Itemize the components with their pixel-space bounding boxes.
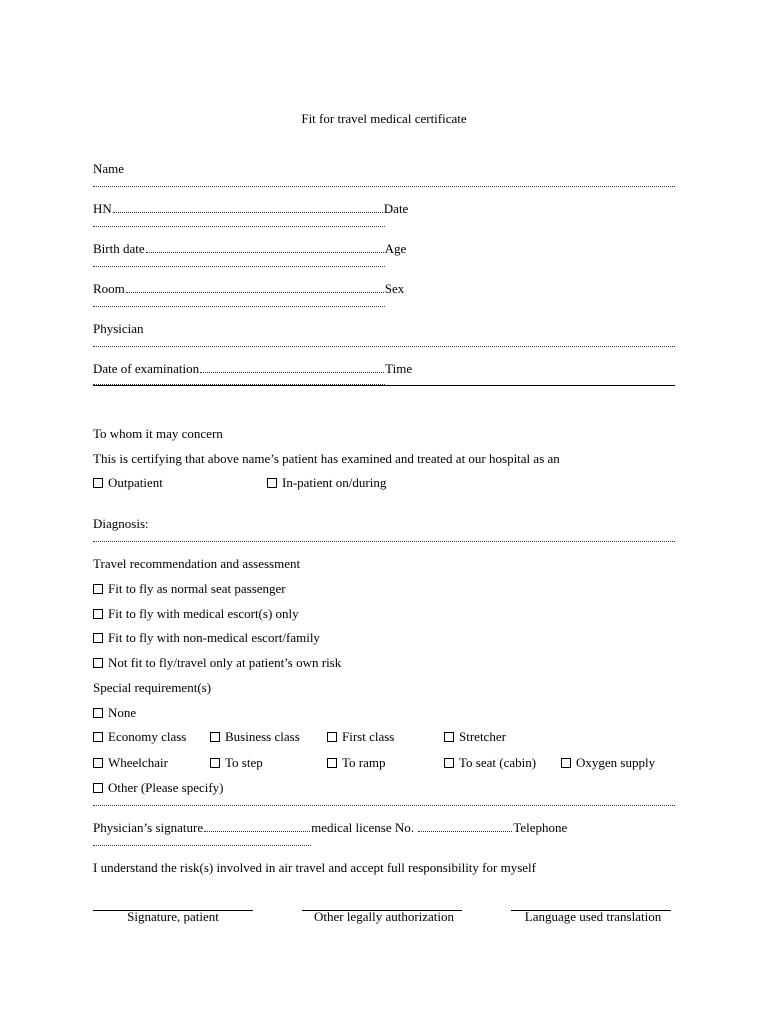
checkbox-icon bbox=[93, 658, 103, 668]
birth-date-field[interactable] bbox=[146, 251, 384, 253]
travel-heading: Travel recommendation and assessment bbox=[93, 556, 301, 571]
translation-signature-label: Language used translation bbox=[524, 909, 662, 924]
physician-field[interactable] bbox=[93, 344, 675, 347]
telephone-field[interactable] bbox=[93, 843, 311, 846]
fit-nonmedical-escort-label: Fit to fly with non-medical escort/family bbox=[108, 630, 320, 645]
business-class-label: Business class bbox=[225, 729, 300, 744]
fit-medical-escort-checkbox[interactable] bbox=[93, 606, 299, 622]
room-label: Room bbox=[93, 281, 125, 296]
certifying-text: This is certifying that above name’s patient has examined and treated at our hospital as an bbox=[93, 451, 560, 466]
date-of-examination-label: Date of examination bbox=[93, 361, 200, 376]
birth-date-row bbox=[93, 241, 406, 257]
sex-label: Sex bbox=[384, 281, 405, 296]
business-class-checkbox[interactable] bbox=[210, 729, 300, 745]
to-step-label: To step bbox=[225, 755, 263, 770]
checkbox-icon bbox=[210, 758, 220, 768]
economy-class-label: Economy class bbox=[108, 729, 187, 744]
fit-normal-seat-label: Fit to fly as normal seat passenger bbox=[108, 581, 286, 596]
authorization-signature-label: Other legally authorization bbox=[313, 909, 455, 924]
none-label: None bbox=[108, 705, 137, 720]
oxygen-supply-checkbox[interactable] bbox=[561, 755, 655, 771]
date-of-examination-field[interactable] bbox=[200, 371, 384, 373]
outpatient-label: Outpatient bbox=[108, 475, 163, 490]
none-checkbox[interactable] bbox=[93, 705, 136, 721]
checkbox-icon bbox=[93, 708, 103, 718]
header-divider bbox=[93, 385, 675, 386]
checkbox-icon bbox=[93, 584, 103, 594]
medical-license-field[interactable] bbox=[418, 830, 512, 832]
other-specify-field[interactable] bbox=[93, 803, 675, 806]
physician-label: Physician bbox=[93, 321, 144, 336]
room-row bbox=[93, 281, 404, 297]
diagnosis-label: Diagnosis: bbox=[93, 516, 149, 531]
checkbox-icon bbox=[327, 758, 337, 768]
diagnosis-field[interactable] bbox=[93, 539, 675, 542]
examination-row bbox=[93, 361, 412, 377]
hn-field[interactable] bbox=[113, 211, 383, 213]
patient-signature-label: Signature, patient bbox=[127, 909, 219, 924]
checkbox-icon bbox=[93, 783, 103, 793]
date-field[interactable] bbox=[93, 224, 385, 227]
name-label: Name bbox=[93, 161, 125, 176]
stretcher-label: Stretcher bbox=[459, 729, 506, 744]
checkbox-icon bbox=[327, 732, 337, 742]
checkbox-icon bbox=[267, 478, 277, 488]
special-heading: Special requirement(s) bbox=[93, 680, 212, 695]
to-step-checkbox[interactable] bbox=[210, 755, 263, 771]
medical-license-label: medical license No. bbox=[311, 820, 415, 835]
salutation: To whom it may concern bbox=[93, 426, 223, 441]
checkbox-icon bbox=[444, 732, 454, 742]
consent-text: I understand the risk(s) involved in air travel and accept full responsibility for myself bbox=[93, 860, 536, 875]
name-field[interactable] bbox=[93, 184, 675, 187]
to-ramp-checkbox[interactable] bbox=[327, 755, 386, 771]
age-label: Age bbox=[384, 241, 407, 256]
checkbox-icon bbox=[210, 732, 220, 742]
wheelchair-checkbox[interactable] bbox=[93, 755, 168, 771]
checkbox-icon bbox=[93, 633, 103, 643]
fit-nonmedical-escort-checkbox[interactable] bbox=[93, 630, 320, 646]
to-seat-checkbox[interactable] bbox=[444, 755, 536, 771]
to-ramp-label: To ramp bbox=[342, 755, 386, 770]
hn-row bbox=[93, 201, 408, 217]
stretcher-checkbox[interactable] bbox=[444, 729, 506, 745]
economy-class-checkbox[interactable] bbox=[93, 729, 186, 745]
fit-normal-seat-checkbox[interactable] bbox=[93, 581, 286, 597]
physician-signature-label: Physician’s signature bbox=[93, 820, 204, 835]
physician-signature-field[interactable] bbox=[204, 830, 310, 832]
wheelchair-label: Wheelchair bbox=[108, 755, 168, 770]
checkbox-icon bbox=[93, 478, 103, 488]
time-label: Time bbox=[385, 361, 413, 376]
checkbox-icon bbox=[93, 609, 103, 619]
telephone-label: Telephone bbox=[513, 820, 568, 835]
physician-signature-row bbox=[93, 820, 567, 836]
to-seat-label: To seat (cabin) bbox=[459, 755, 537, 770]
checkbox-icon bbox=[561, 758, 571, 768]
other-label: Other (Please specify) bbox=[108, 780, 224, 795]
document-title: Fit for travel medical certificate bbox=[301, 111, 467, 126]
first-class-checkbox[interactable] bbox=[327, 729, 394, 745]
inpatient-label: In-patient on/during bbox=[282, 475, 387, 490]
sex-field[interactable] bbox=[93, 304, 385, 307]
not-fit-checkbox[interactable] bbox=[93, 655, 341, 671]
outpatient-checkbox[interactable] bbox=[93, 475, 163, 491]
checkbox-icon bbox=[444, 758, 454, 768]
age-field[interactable] bbox=[93, 264, 385, 267]
first-class-label: First class bbox=[342, 729, 395, 744]
oxygen-supply-label: Oxygen supply bbox=[576, 755, 656, 770]
hn-label: HN bbox=[93, 201, 112, 216]
other-checkbox[interactable] bbox=[93, 780, 224, 796]
date-label: Date bbox=[383, 201, 409, 216]
birth-date-label: Birth date bbox=[93, 241, 145, 256]
checkbox-icon bbox=[93, 732, 103, 742]
inpatient-checkbox[interactable] bbox=[267, 475, 386, 491]
not-fit-label: Not fit to fly/travel only at patient’s own risk bbox=[108, 655, 342, 670]
checkbox-icon bbox=[93, 758, 103, 768]
room-field[interactable] bbox=[126, 291, 384, 293]
fit-medical-escort-label: Fit to fly with medical escort(s) only bbox=[108, 606, 299, 621]
